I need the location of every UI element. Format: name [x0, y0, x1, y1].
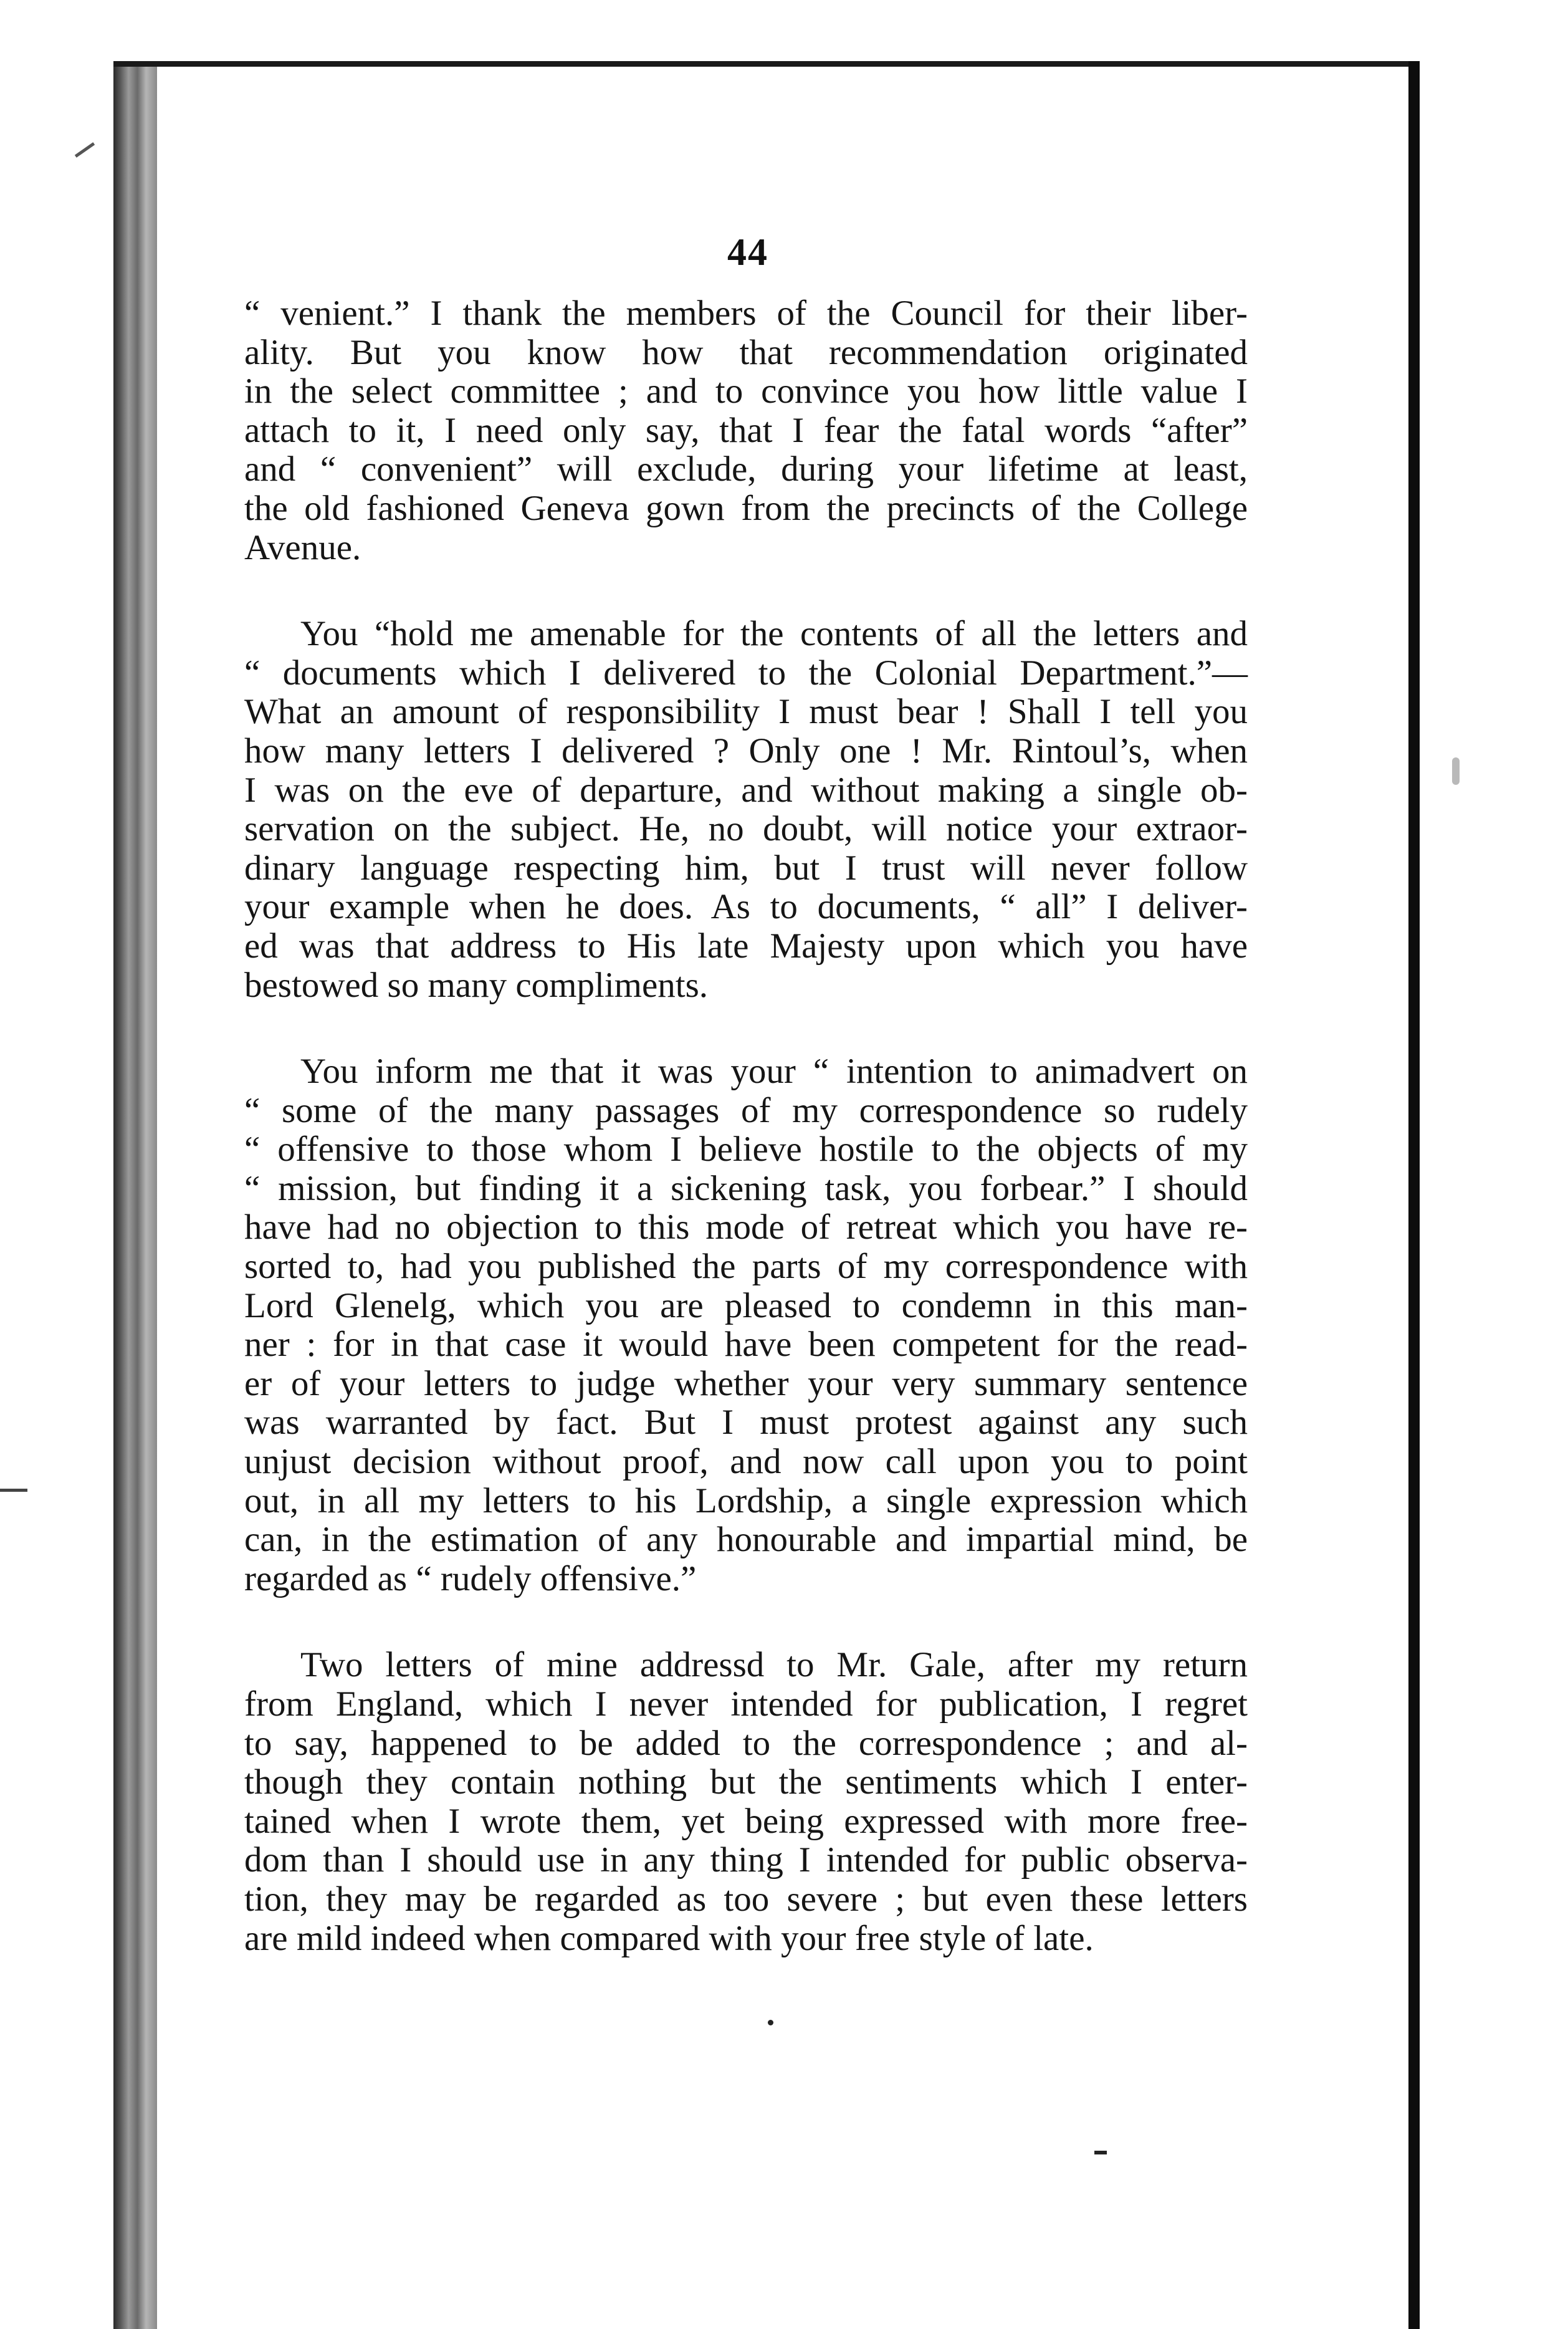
text-line: “ documents which I delivered to the Colonial Department.”— [244, 653, 1248, 693]
paragraph [244, 1646, 1248, 1958]
text-line: dinary language respecting him, but I trust will never follow [244, 848, 1248, 888]
scan-speck [768, 2020, 773, 2025]
text-line: have had no objection to this mode of retreat which you have re- [244, 1208, 1248, 1247]
text-line: and “ convenient” will exclude, during your lifetime at least, [244, 449, 1248, 489]
text-line: your example when he does. As to documents, “ all” I deliver- [244, 887, 1248, 927]
text-line: Lord Glenelg, which you are pleased to condemn in this man- [244, 1285, 1248, 1325]
adjacent-page-sliver [1420, 61, 1568, 2329]
body-text [244, 294, 1248, 1958]
text-line: servation on the subject. He, no doubt, will notice your extraor- [244, 809, 1248, 849]
scan-speck [0, 1489, 27, 1492]
text-line: You inform me that it was your “ intention to animadvert on [300, 1052, 1248, 1092]
text-line: “ some of the many passages of my correspondence so rudely [244, 1090, 1248, 1130]
text-line: can, in the estimation of any honourable and impartial mind, be [244, 1520, 1248, 1560]
text-line: attach to it, I need only say, that I fear the fatal words “after” [244, 410, 1248, 450]
text-line: er of your letters to judge whether your very summary sentence [244, 1363, 1248, 1403]
text-line: out, in all my letters to his Lordship, a single expression which [244, 1481, 1248, 1520]
text-line: regarded as “ rudely offensive.” [244, 1558, 697, 1598]
text-line: “ mission, but finding it a sickening task, you forbear.” I should [244, 1168, 1248, 1208]
text-line: from England, which I never intended for publication, I regret [244, 1684, 1248, 1724]
text-line: tion, they may be regarded as too severe ; but even these letters [244, 1879, 1248, 1919]
text-line: how many letters I delivered ? Only one ! Mr. Rintoul’s, when [244, 731, 1248, 771]
scan-margin-left [0, 0, 113, 2329]
text-line: the old fashioned Geneva gown from the precincts of the College [244, 488, 1248, 528]
text-line: ality. But you know how that recommendation originated [244, 332, 1248, 372]
page-number: 44 [727, 231, 768, 274]
text-line: “ venient.” I thank the members of the Council for their liber- [244, 294, 1248, 333]
text-line: What an amount of responsibility I must bear ! Shall I tell you [244, 692, 1248, 732]
text-line: You “hold me amenable for the contents of all the letters and [300, 614, 1248, 654]
paragraph [244, 1052, 1248, 1598]
scan-speck [1094, 2151, 1107, 2154]
book-spine-edge [113, 65, 157, 2329]
text-line: bestowed so many compliments. [244, 965, 709, 1005]
paragraph [244, 615, 1248, 1005]
page-top-edge [113, 61, 1422, 67]
scan-margin-top [113, 0, 1568, 65]
text-line: ner : for in that case it would have been competent for the read- [244, 1325, 1248, 1365]
text-line: “ offensive to those whom I believe hostile to the objects of my [244, 1130, 1248, 1169]
text-line: was warranted by fact. But I must protest against any such [244, 1403, 1248, 1443]
text-line: dom than I should use in any thing I intended for public observa- [244, 1840, 1248, 1880]
text-line: in the select committee ; and to convince you how little value I [244, 372, 1248, 411]
text-line: though they contain nothing but the sentiments which I enter- [244, 1762, 1248, 1802]
text-line: unjust decision without proof, and now call upon you to point [244, 1442, 1248, 1482]
paragraph [244, 294, 1248, 567]
text-line: Avenue. [244, 527, 361, 567]
adjacent-page-mark [1452, 757, 1460, 785]
text-line: sorted to, had you published the parts of my correspondence with [244, 1247, 1248, 1287]
page-gutter-shadow [1408, 61, 1420, 2329]
text-line: to say, happened to be added to the correspondence ; and al- [244, 1723, 1248, 1763]
text-line: Two letters of mine addressd to Mr. Gale, after my return [300, 1645, 1248, 1685]
text-line: are mild indeed when compared with your free style of late. [244, 1918, 1094, 1958]
text-line: tained when I wrote them, yet being expressed with more free- [244, 1801, 1248, 1841]
text-line: I was on the eve of departure, and without making a single ob- [244, 770, 1248, 810]
text-line: ed was that address to His late Majesty upon which you have [244, 926, 1248, 966]
